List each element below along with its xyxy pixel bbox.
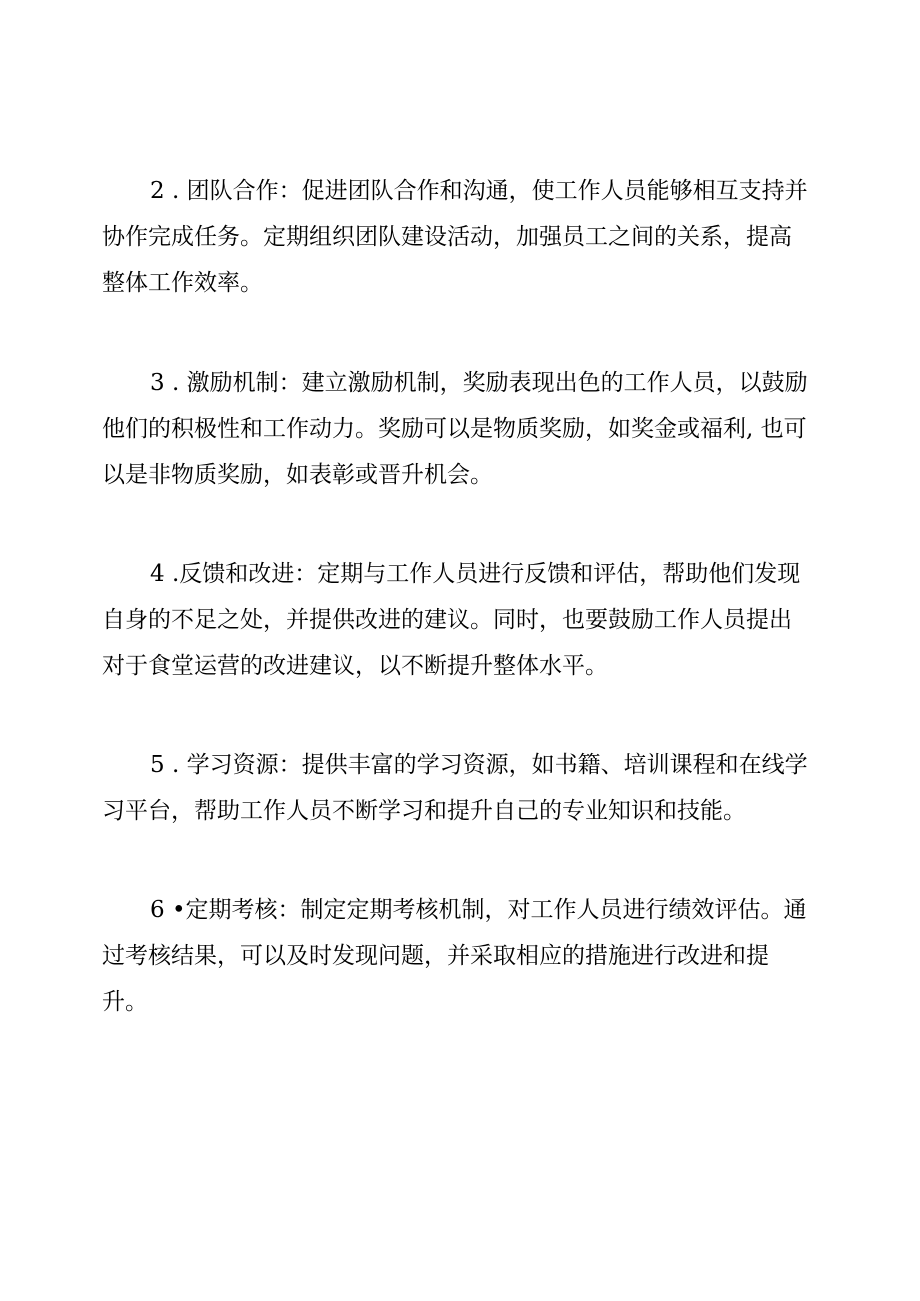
paragraph-line: 升。 [102,989,148,1015]
paragraph-line: 以是非物质奖励，如表彰或晋升机会。 [102,462,493,488]
paragraph-team-cooperation [102,168,818,306]
paragraph-regular-assessment [102,887,818,1025]
paragraph-feedback-improvement [102,551,818,689]
paragraph-line: 2 . 团队合作：促进团队合作和沟通，使工作人员能够相互支持并 [150,178,808,204]
paragraph-line: 3 . 激励机制：建立激励机制，奖励表现出色的工作人员，以鼓励 [150,370,808,396]
paragraph-line: 对于食堂运营的改进建议，以不断提升整体水平。 [102,653,608,679]
paragraph-line: 6 •定期考核：制定定期考核机制，对工作人员进行绩效评估。通 [150,897,807,923]
paragraph-line: 4 .反馈和改进：定期与工作人员进行反馈和评估，帮助他们发现 [150,561,801,587]
paragraph-line: 5 . 学习资源：提供丰富的学习资源，如书籍、培训课程和在线学 [150,752,808,778]
paragraph-line: 自身的不足之处，并提供改进的建议。同时，也要鼓励工作人员提出 [102,607,792,633]
paragraph-line: 整体工作效率。 [102,270,263,296]
paragraph-line: 习平台，帮助工作人员不断学习和提升自己的专业知识和技能。 [102,798,746,824]
paragraph-learning-resources [102,742,818,834]
paragraph-line: 他们的积极性和工作动力。奖励可以是物质奖励，如奖金或福利, 也可 [102,416,807,442]
paragraph-line: 协作完成任务。定期组织团队建设活动，加强员工之间的关系，提高 [102,224,792,250]
paragraph-incentive-mechanism [102,360,818,498]
paragraph-line: 过考核结果，可以及时发现问题，并采取相应的措施进行改进和提 [102,943,769,969]
